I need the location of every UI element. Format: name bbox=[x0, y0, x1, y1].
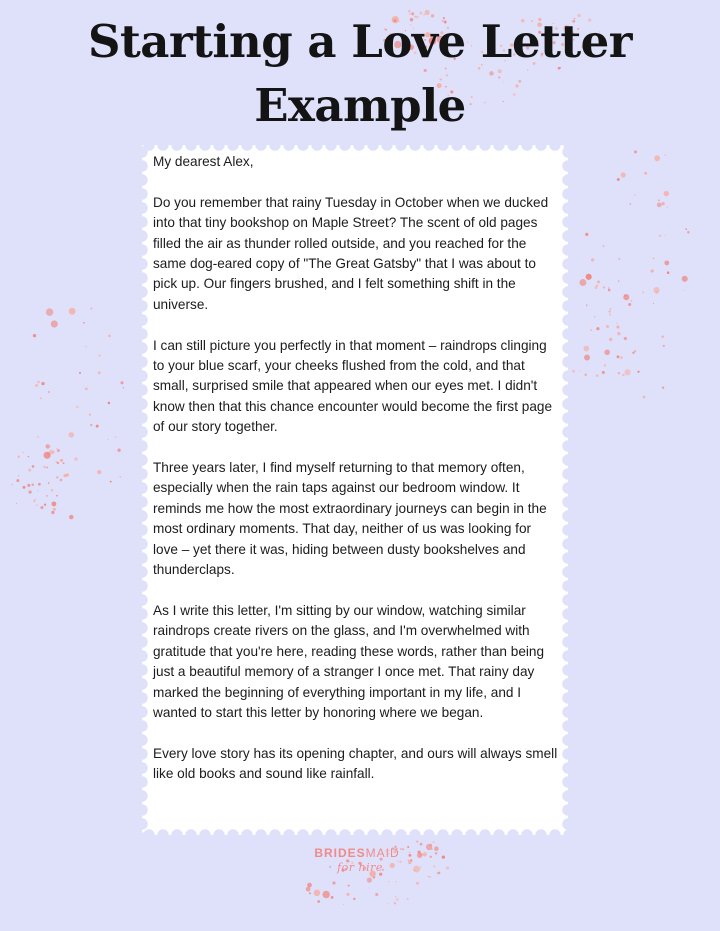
letter-paragraph: Three years later, I find myself returning to that memory often, especially when the rain taps against our bedroom window. It reminds me how the most extraordinary journeys can begin in the most ordinary moments. That day, neither of us was looking for love – yet there it was, hiding between dusty bookshelves and thunderclaps. bbox=[153, 460, 547, 578]
splatter-dot bbox=[57, 449, 60, 452]
splatter-dot bbox=[108, 335, 111, 338]
splatter-dot bbox=[23, 486, 26, 489]
splatter-dot bbox=[687, 231, 689, 233]
splatter-dot bbox=[353, 898, 355, 900]
splatter-dot bbox=[416, 882, 419, 885]
splatter-dot bbox=[657, 203, 662, 208]
splatter-dot bbox=[367, 877, 372, 882]
splatter-dot bbox=[85, 387, 88, 390]
splatter-dot bbox=[63, 462, 65, 464]
letter-paragraph: As I write this letter, I'm sitting by our window, watching similar raindrops create rivers on the glass, and I'm overwhelmed with gratitude that you're here, reading these words, rather than being just a beautiful memory of a stranger I once met. That rainy day marked the beginning of everything important in my life, and I wanted to start this letter by honoring where we began. bbox=[153, 602, 545, 720]
splatter-dot bbox=[90, 307, 92, 309]
splatter-dot bbox=[616, 323, 617, 324]
splatter-dot bbox=[667, 271, 670, 274]
splatter-dot bbox=[307, 883, 312, 888]
splatter-dot bbox=[624, 369, 630, 375]
splatter-dot bbox=[631, 300, 633, 302]
letter-body bbox=[153, 152, 558, 805]
splatter-dot bbox=[317, 900, 320, 903]
stamp-edge-right bbox=[562, 145, 574, 835]
splatter-dot bbox=[604, 349, 610, 355]
splatter-dot bbox=[429, 876, 430, 877]
splatter-dot bbox=[22, 452, 24, 454]
splatter-dot bbox=[51, 511, 54, 514]
splatter-dot bbox=[662, 387, 664, 389]
splatter-dot bbox=[643, 396, 646, 399]
splatter-dot bbox=[74, 457, 77, 460]
splatter-dot bbox=[48, 482, 49, 483]
letter-paragraph: Do you remember that rainy Tuesday in October when we ducked into that tiny bookshop on Maple Street? The scent of old pages filled the air as thunder rolled outside, and you reached for the same dog-eared copy of "The Great Gatsby" that I was about to pick up. Our fingers brushed, and I felt something shift in the universe. bbox=[153, 194, 549, 312]
splatter-dot bbox=[40, 397, 42, 399]
splatter-dot bbox=[348, 885, 350, 887]
splatter-dot bbox=[667, 206, 669, 208]
splatter-dot bbox=[665, 155, 666, 156]
stamp-edge-left bbox=[136, 145, 148, 835]
splatter-dot bbox=[32, 465, 35, 468]
splatter-dot bbox=[69, 515, 73, 519]
splatter-dot bbox=[110, 481, 112, 483]
splatter-dot bbox=[120, 381, 123, 384]
splatter-dot bbox=[17, 455, 20, 458]
splatter-dot bbox=[98, 371, 101, 374]
splatter-dot bbox=[594, 316, 595, 317]
splatter-dot bbox=[395, 896, 397, 898]
splatter-dot bbox=[388, 903, 389, 904]
splatter-dot bbox=[117, 449, 120, 452]
splatter-dot bbox=[63, 474, 66, 477]
splatter-dot bbox=[585, 233, 588, 236]
splatter-dot bbox=[48, 391, 50, 393]
splatter-dot bbox=[620, 356, 623, 359]
page-title-line-2: Example bbox=[254, 79, 466, 132]
splatter-dot bbox=[46, 495, 48, 497]
splatter-dot bbox=[49, 445, 51, 447]
splatter-dot bbox=[108, 439, 109, 440]
splatter-dot bbox=[682, 276, 688, 282]
splatter-dot bbox=[609, 311, 611, 313]
splatter-dot bbox=[36, 504, 38, 506]
splatter-dot bbox=[637, 371, 639, 373]
splatter-dot bbox=[623, 294, 629, 300]
brand-wordmark-bold: BRIDES bbox=[314, 846, 366, 860]
splatter-dot bbox=[123, 387, 125, 389]
splatter-dot bbox=[644, 172, 647, 175]
splatter-dot bbox=[608, 287, 609, 288]
splatter-dot bbox=[621, 172, 626, 177]
splatter-dot bbox=[634, 194, 635, 195]
splatter-dot bbox=[603, 286, 605, 288]
splatter-dot bbox=[86, 346, 87, 347]
splatter-dot bbox=[46, 467, 48, 469]
splatter-dot bbox=[579, 370, 580, 371]
splatter-dot bbox=[28, 469, 31, 472]
splatter-dot bbox=[346, 893, 349, 896]
stamp-edge-bottom bbox=[142, 829, 568, 841]
splatter-dot bbox=[309, 892, 311, 894]
splatter-dot bbox=[51, 489, 54, 492]
splatter-dot bbox=[314, 890, 320, 896]
splatter-dot bbox=[597, 280, 600, 283]
splatter-dot bbox=[40, 506, 43, 509]
splatter-dot bbox=[584, 373, 587, 376]
stamp-edge-top bbox=[142, 139, 568, 151]
splatter-dot bbox=[664, 191, 669, 196]
splatter-dot bbox=[604, 364, 607, 367]
splatter-dot bbox=[596, 374, 599, 377]
brand-tagline: for hire bbox=[337, 861, 383, 874]
splatter-dot bbox=[69, 308, 76, 315]
splatter-dot bbox=[624, 337, 627, 340]
splatter-dot bbox=[664, 235, 665, 236]
splatter-dot bbox=[661, 202, 664, 205]
splatter-dot bbox=[653, 303, 654, 304]
splatter-dot bbox=[38, 483, 41, 486]
splatter-dot bbox=[388, 881, 389, 882]
splatter-dot bbox=[629, 203, 631, 205]
splatter-dot bbox=[53, 508, 56, 511]
splatter-dot bbox=[608, 289, 611, 292]
splatter-dot bbox=[609, 338, 612, 341]
splatter-dot bbox=[590, 329, 592, 331]
splatter-dot bbox=[642, 291, 644, 293]
splatter-dot bbox=[368, 888, 369, 889]
splatter-dot bbox=[41, 382, 44, 385]
splatter-dot bbox=[664, 260, 669, 265]
letter-paragraph: I can still picture you perfectly in that moment – raindrops clinging to your blue scarf, your cheeks flushed from the cold, and that small, surprised smile that appeared when our eyes met. I didn't know then that this chance encounter would become the first page of our story together. bbox=[153, 337, 552, 435]
splatter-dot bbox=[489, 71, 493, 75]
splatter-dot bbox=[51, 501, 56, 506]
splatter-dot bbox=[97, 470, 101, 474]
splatter-dot bbox=[683, 290, 684, 291]
splatter-dot bbox=[16, 479, 19, 482]
splatter-dot bbox=[654, 155, 660, 161]
splatter-dot bbox=[653, 287, 659, 293]
splatter-dot bbox=[56, 448, 57, 449]
splatter-dot bbox=[586, 274, 592, 280]
splatter-dot bbox=[632, 352, 634, 354]
splatter-dot bbox=[658, 199, 660, 201]
splatter-dot bbox=[69, 432, 75, 438]
splatter-dot bbox=[618, 372, 620, 374]
splatter-dot bbox=[47, 452, 50, 455]
splatter-dot bbox=[33, 500, 35, 502]
splatter-dot bbox=[56, 461, 58, 463]
splatter-dot bbox=[609, 314, 611, 316]
splatter-dot bbox=[634, 350, 636, 352]
splatter-dot bbox=[119, 476, 121, 478]
splatter-dot bbox=[661, 335, 664, 338]
splatter-dot bbox=[396, 881, 397, 882]
letter-paragraph: Every love story has its opening chapter, and ours will always smell like old books and sound like rainfall. bbox=[153, 745, 558, 782]
splatter-dot bbox=[375, 893, 378, 896]
splatter-dot bbox=[329, 893, 330, 894]
splatter-dot bbox=[396, 898, 398, 900]
splatter-dot bbox=[90, 424, 92, 426]
splatter-dot bbox=[108, 402, 111, 405]
splatter-dot bbox=[584, 355, 590, 361]
splatter-dot bbox=[617, 355, 620, 358]
brand-wordmark bbox=[314, 846, 405, 860]
splatter-dot bbox=[79, 372, 81, 374]
splatter-dot bbox=[57, 462, 59, 464]
letter-greeting: My dearest Alex, bbox=[153, 154, 254, 169]
splatter-dot bbox=[583, 346, 589, 352]
splatter-dot bbox=[31, 483, 34, 486]
splatter-dot bbox=[394, 902, 396, 904]
splatter-dot bbox=[617, 332, 620, 335]
splatter-dot bbox=[606, 325, 609, 328]
page-title-line-1: Starting a Love Letter bbox=[88, 15, 632, 68]
splatter-dot bbox=[332, 881, 335, 884]
splatter-dot bbox=[16, 503, 17, 504]
splatter-dot bbox=[659, 235, 661, 237]
splatter-dot bbox=[98, 354, 100, 356]
splatter-dot bbox=[89, 414, 91, 416]
splatter-dot bbox=[306, 887, 311, 892]
brand-logo bbox=[0, 842, 720, 874]
splatter-dot bbox=[663, 345, 665, 347]
splatter-dot bbox=[651, 269, 654, 272]
splatter-dot bbox=[18, 475, 19, 476]
splatter-dot bbox=[343, 904, 344, 905]
splatter-dot bbox=[12, 484, 13, 485]
splatter-dot bbox=[76, 406, 79, 409]
splatter-dot bbox=[28, 490, 31, 493]
splatter-dot bbox=[33, 334, 36, 337]
splatter-dot bbox=[618, 280, 620, 282]
splatter-dot bbox=[28, 456, 30, 458]
splatter-dot bbox=[35, 384, 38, 387]
splatter-dot bbox=[603, 245, 605, 247]
splatter-dot bbox=[96, 425, 99, 428]
splatter-dot bbox=[37, 490, 38, 491]
splatter-dot bbox=[56, 495, 58, 497]
splatter-dot bbox=[579, 279, 586, 286]
splatter-dot bbox=[617, 178, 620, 181]
splatter-dot bbox=[407, 898, 409, 900]
splatter-dot bbox=[44, 504, 46, 506]
splatter-dot bbox=[56, 476, 58, 478]
splatter-dot bbox=[43, 466, 46, 469]
splatter-dot bbox=[619, 258, 621, 260]
splatter-dot bbox=[37, 436, 39, 438]
splatter-dot bbox=[596, 327, 599, 330]
splatter-dot bbox=[46, 308, 53, 315]
splatter-dot bbox=[427, 876, 428, 877]
splatter-dot bbox=[51, 320, 58, 327]
splatter-dot bbox=[591, 258, 594, 261]
splatter-dot bbox=[322, 891, 330, 899]
splatter-dot bbox=[586, 305, 587, 306]
splatter-dot bbox=[60, 479, 63, 482]
splatter-dot bbox=[27, 484, 30, 487]
splatter-dot bbox=[622, 374, 624, 376]
brand-wordmark-light: MAID bbox=[365, 846, 400, 860]
splatter-dot bbox=[653, 258, 654, 259]
splatter-dot bbox=[331, 896, 334, 899]
brand-trademark: ™ bbox=[399, 848, 406, 854]
splatter-dot bbox=[628, 303, 631, 306]
splatter-dot bbox=[602, 371, 605, 374]
splatter-dot bbox=[616, 325, 619, 328]
splatter-dot bbox=[60, 459, 63, 462]
splatter-dot bbox=[83, 322, 85, 324]
splatter-dot bbox=[37, 381, 40, 384]
splatter-dot bbox=[115, 436, 117, 438]
splatter-dot bbox=[594, 286, 597, 289]
splatter-dot bbox=[609, 308, 611, 310]
splatter-dot bbox=[634, 150, 637, 153]
splatter-dot bbox=[685, 228, 687, 230]
